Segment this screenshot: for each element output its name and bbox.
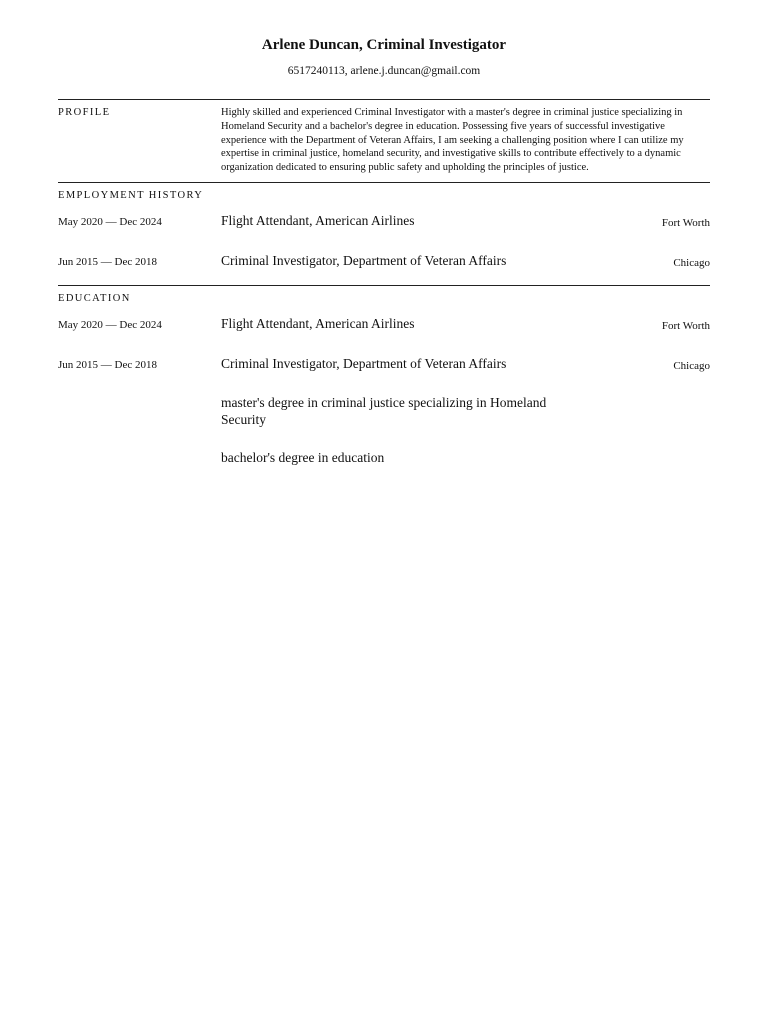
candidate-name: Arlene Duncan, Criminal Investigator xyxy=(261,37,507,53)
education-heading: EDUCATION xyxy=(58,292,131,304)
employment-entry xyxy=(58,212,710,231)
entry-title: Flight Attendant, American Airlines xyxy=(221,315,415,331)
employment-entry xyxy=(58,252,710,271)
contact-info: 6517240113, arlene.j.duncan@gmail.com xyxy=(287,65,481,77)
education-entry xyxy=(58,355,710,374)
entry-title: Criminal Investigator, Department of Veteran Affairs xyxy=(221,252,507,268)
entry-dates: Jun 2015 — Dec 2018 xyxy=(58,255,157,268)
entry-dates: May 2020 — Dec 2024 xyxy=(58,318,162,331)
profile-heading: PROFILE xyxy=(58,107,111,118)
employment-section xyxy=(58,182,710,285)
resume-header xyxy=(58,0,710,78)
entry-title: Flight Attendant, American Airlines xyxy=(221,212,415,228)
education-entry xyxy=(58,315,710,334)
entry-title: Criminal Investigator, Department of Veteran Affairs xyxy=(221,355,507,371)
education-degree xyxy=(58,449,710,466)
education-section xyxy=(58,285,710,466)
entry-dates: May 2020 — Dec 2024 xyxy=(58,215,162,228)
entry-location: Chicago xyxy=(673,256,710,269)
entry-dates: Jun 2015 — Dec 2018 xyxy=(58,358,157,371)
education-degree xyxy=(58,394,710,428)
entry-location: Fort Worth xyxy=(661,319,710,332)
profile-section xyxy=(58,99,710,182)
entry-location: Chicago xyxy=(673,359,710,372)
degree-text: master's degree in criminal justice specializing in Homeland Security xyxy=(221,394,547,427)
entry-location: Fort Worth xyxy=(661,216,710,229)
degree-text: bachelor's degree in education xyxy=(221,449,385,465)
profile-summary: Highly skilled and experienced Criminal Investigator with a master's degree in criminal justice specializing in Homeland Security and a bachelor's degree in education. Possessing five years of successful investigative experience with the Department of Veteran Affairs, I am seeking a challenging position where I can utilize my expertise in criminal justice, homeland security, and investigative skills to contribute effectively to a dynamic organization dedicated to ensuring public safety and upholding the principles of justice. xyxy=(221,107,684,174)
employment-heading: EMPLOYMENT HISTORY xyxy=(58,189,204,201)
